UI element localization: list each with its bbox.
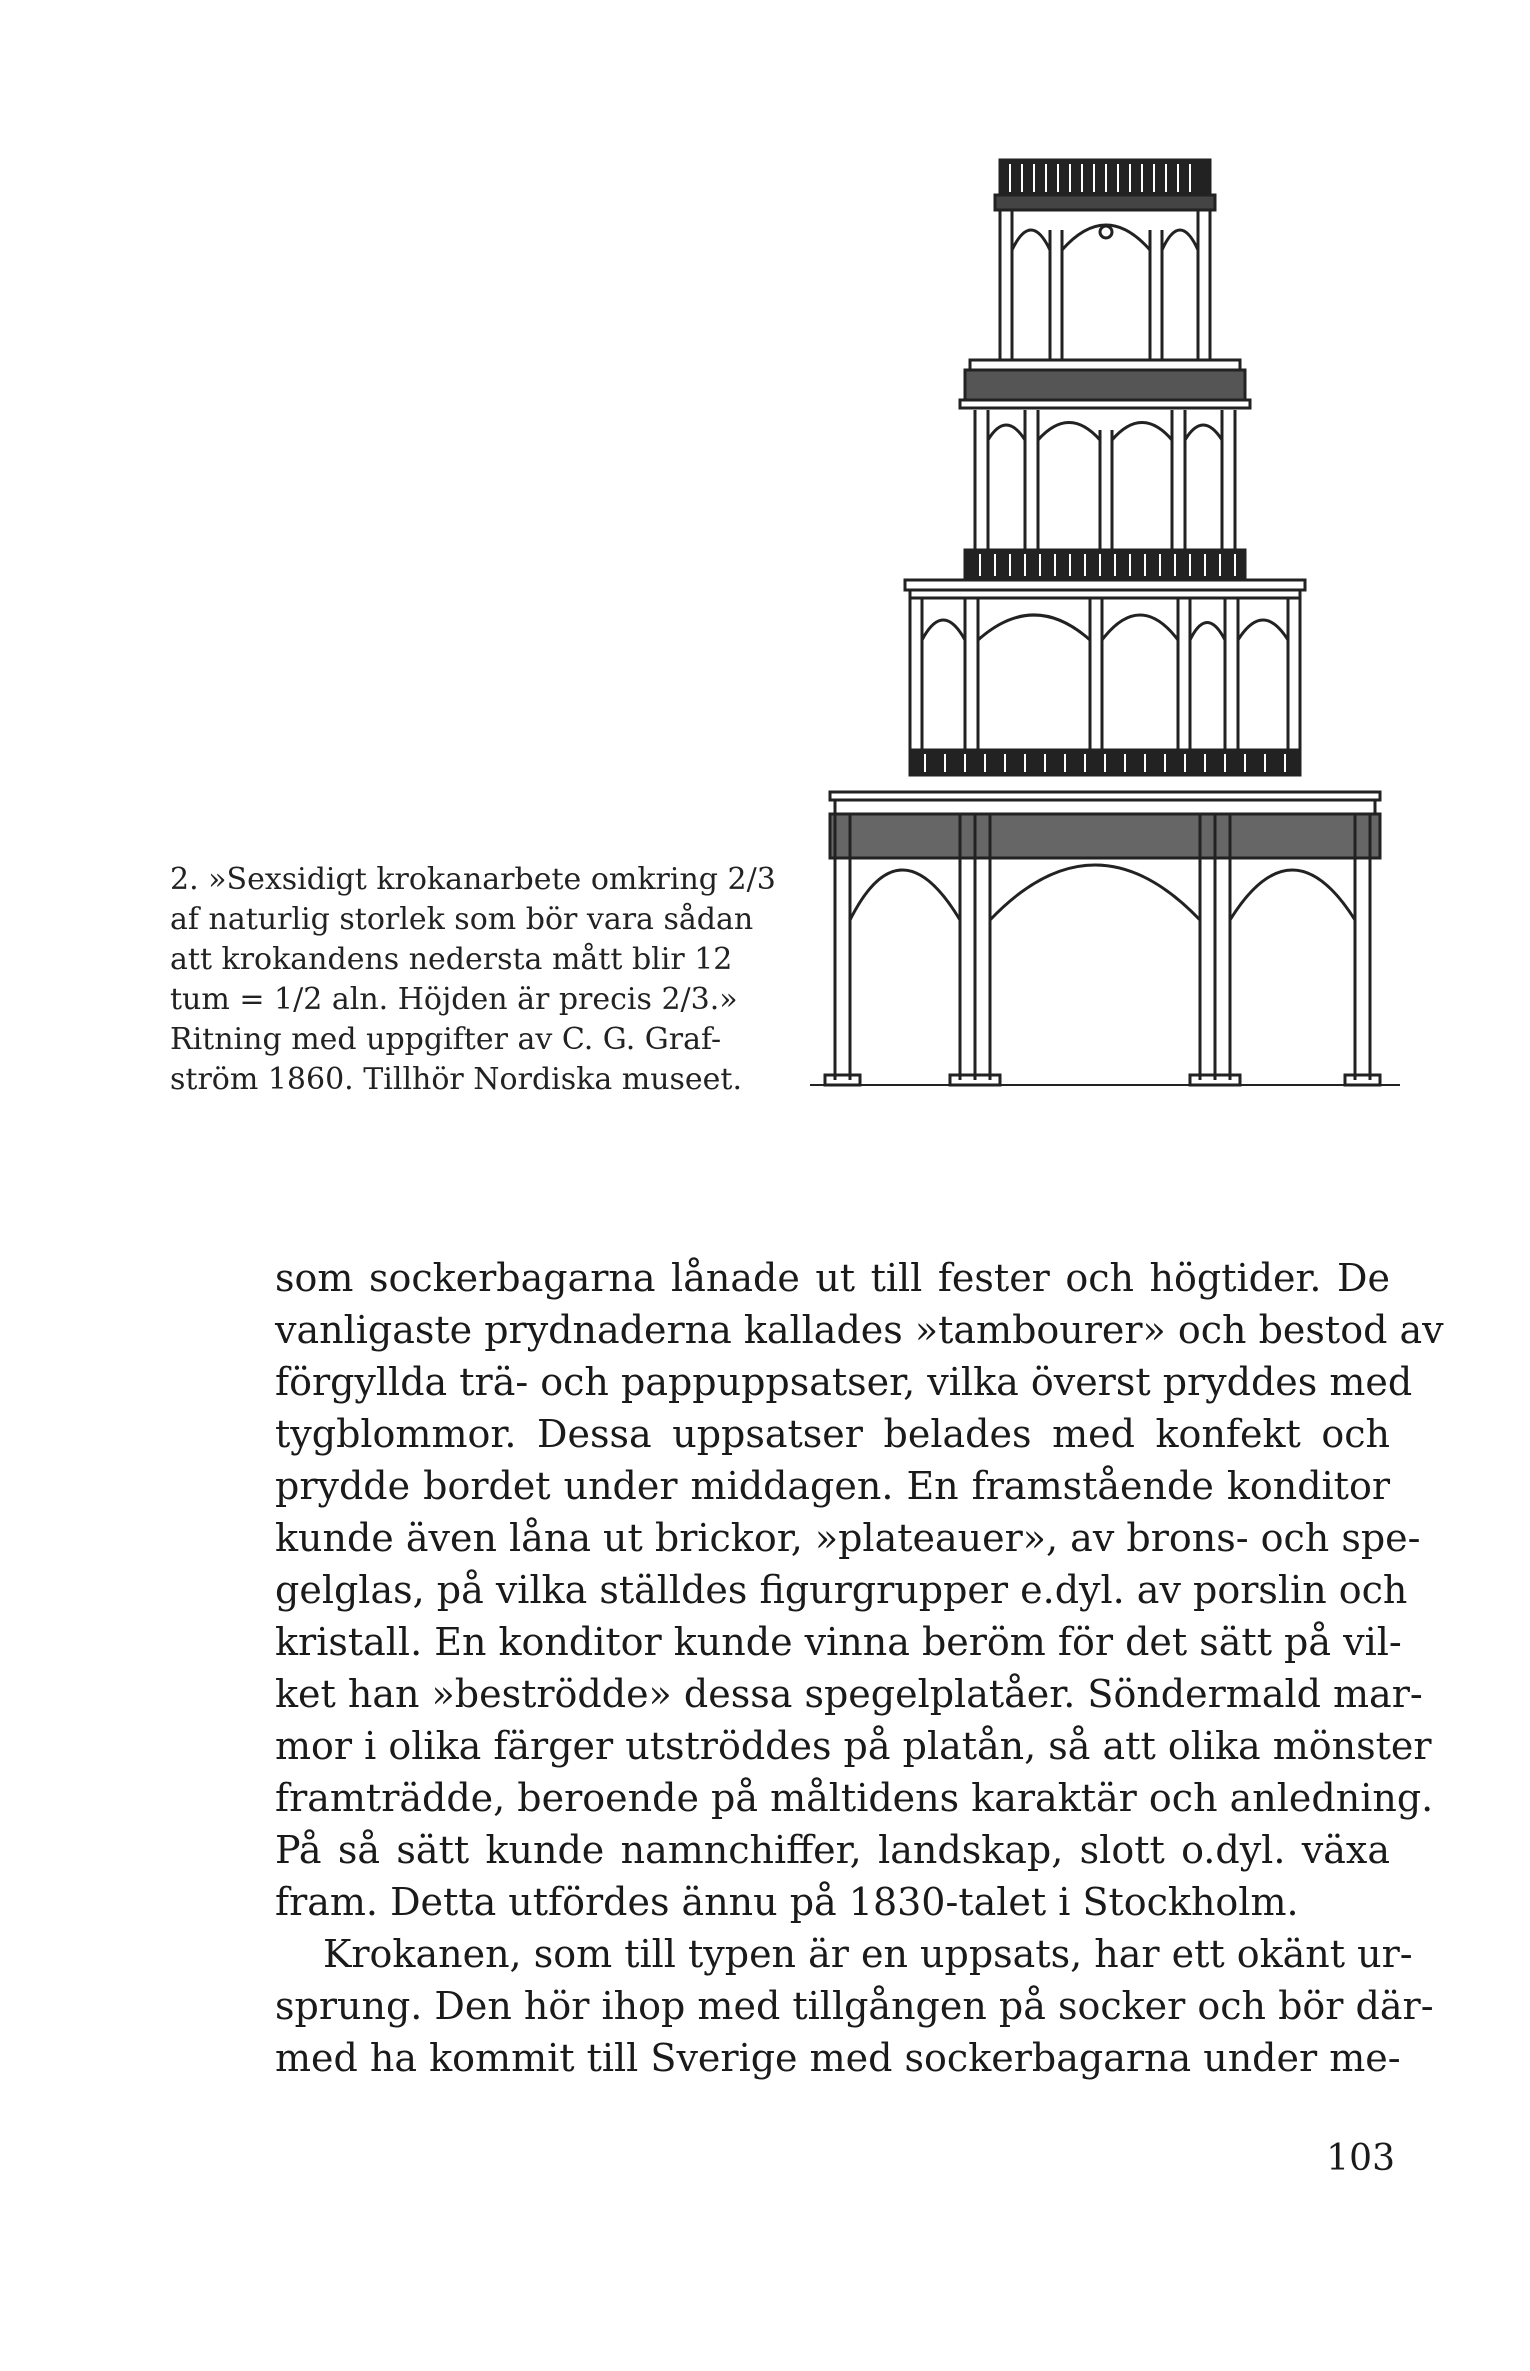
caption-line: af naturlig storlek som bör vara sådan	[170, 902, 754, 937]
text-line: vanligaste prydnaderna kallades »tambourer» och bestod av	[275, 1308, 1444, 1352]
text-line: förgyllda trä- och pappuppsatser, vilka överst pryddes med	[275, 1360, 1413, 1404]
text-line: som sockerbagarna lånade ut till fester och högtider. De	[275, 1256, 1390, 1300]
text-line: På så sätt kunde namnchiffer, landskap, slott o.dyl. växa	[275, 1828, 1390, 1872]
text-line: gelglas, på vilka ställdes figurgrupper e.dyl. av porslin och	[275, 1568, 1408, 1612]
caption-line: Ritning med uppgifter av C. G. Graf-	[170, 1022, 722, 1057]
paragraph-2	[275, 1928, 1434, 2084]
text-line: sprung. Den hör ihop med tillgången på socker och bör där-	[275, 1984, 1434, 2028]
text-line: framträdde, beroende på måltidens karaktär och anledning.	[275, 1776, 1434, 1820]
figure-caption	[170, 860, 776, 1100]
text-line: tygblommor. Dessa uppsatser belades med konfekt och	[275, 1412, 1390, 1456]
krokan-tower-drawing-icon	[800, 120, 1420, 1120]
caption-line: att krokandens nedersta mått blir 12	[170, 942, 733, 977]
text-line: med ha kommit till Sverige med sockerbagarna under me-	[275, 2036, 1401, 2080]
text-line: kunde även låna ut brickor, »plateauer», av brons- och spe-	[275, 1516, 1421, 1560]
text-line: ket han »beströdde» dessa spegelplatåer. Söndermald mar-	[275, 1672, 1423, 1716]
text-line: fram. Detta utfördes ännu på 1830-talet i Stockholm.	[275, 1880, 1299, 1924]
paragraph-1	[275, 1252, 1444, 1928]
text-line: mor i olika färger utströddes på platån, så att olika mönster	[275, 1724, 1432, 1768]
page-number: 103	[1326, 2138, 1395, 2179]
caption-line: tum = 1/2 aln. Höjden är precis 2/3.»	[170, 982, 738, 1017]
body-text	[275, 1252, 1444, 2084]
text-line: kristall. En konditor kunde vinna beröm för det sätt på vil-	[275, 1620, 1402, 1664]
text-line: Krokanen, som till typen är en uppsats, har ett okänt ur-	[323, 1932, 1413, 1976]
caption-line: ström 1860. Tillhör Nordiska museet.	[170, 1062, 743, 1097]
text-line: prydde bordet under middagen. En framstående konditor	[275, 1464, 1390, 1508]
caption-line: 2. »Sexsidigt krokanarbete omkring 2/3	[170, 862, 776, 897]
